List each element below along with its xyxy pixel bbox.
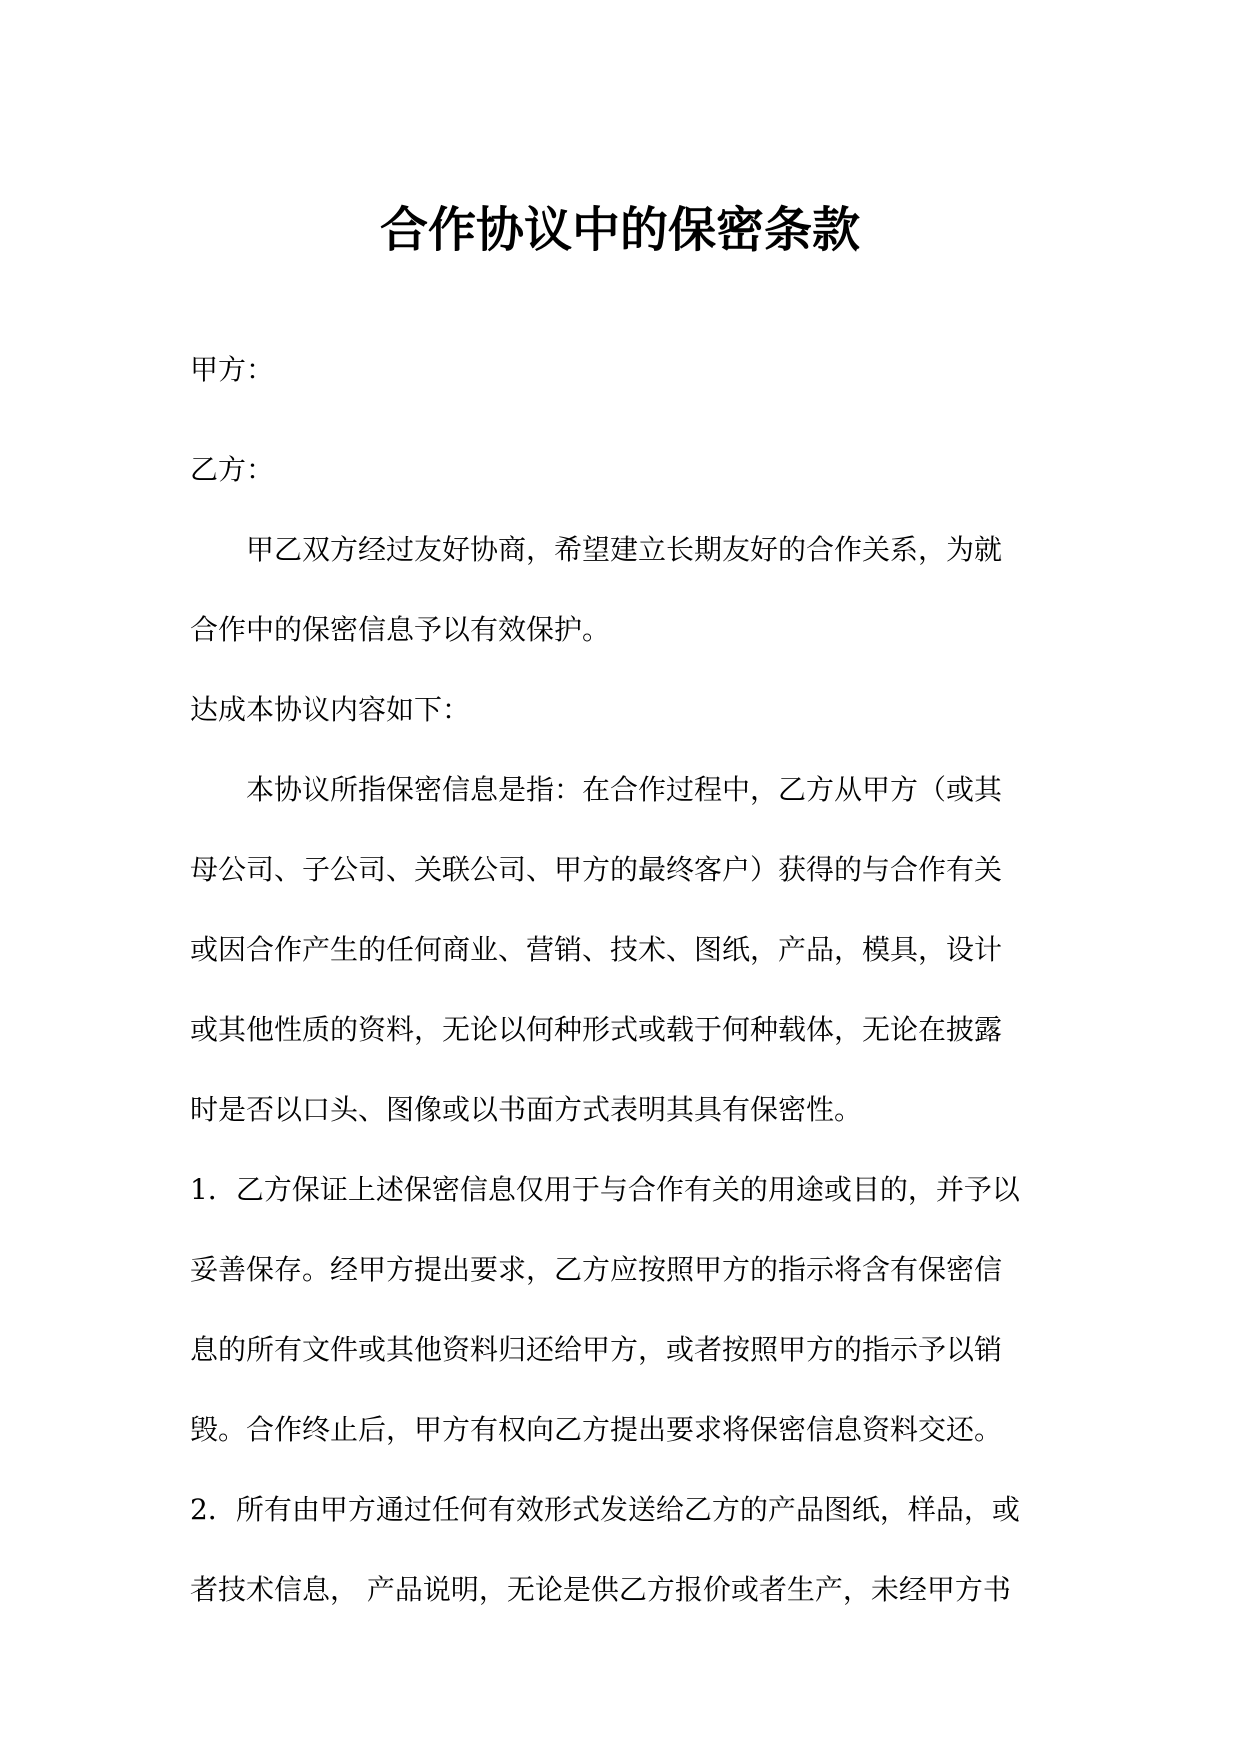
paragraph-line: 母公司、子公司、关联公司、甲方的最终客户）获得的与合作有关	[190, 853, 1003, 886]
paragraph-line: 达成本协议内容如下：	[190, 693, 471, 726]
clause-line: 妥善保存。经甲方提出要求，乙方应按照甲方的指示将含有保密信	[190, 1253, 1003, 1286]
paragraph-line: 合作中的保密信息予以有效保护。	[190, 613, 611, 646]
paragraph-line: 本协议所指保密信息是指：在合作过程中，乙方从甲方（或其	[246, 773, 1003, 806]
party-a-label: 甲方：	[190, 353, 275, 386]
clause-line: 息的所有文件或其他资料归还给甲方，或者按照甲方的指示予以销	[190, 1333, 1003, 1366]
party-b-label: 乙方：	[190, 453, 275, 486]
paragraph-line: 时是否以口头、图像或以书面方式表明其具有保密性。	[190, 1093, 863, 1126]
paragraph-line: 甲乙双方经过友好协商，希望建立长期友好的合作关系，为就	[246, 533, 1003, 566]
document-title: 合作协议中的保密条款	[379, 202, 860, 258]
clause-line: 1．乙方保证上述保密信息仅用于与合作有关的用途或目的，并予以	[190, 1173, 1020, 1206]
clause-line: 者技术信息， 产品说明，无论是供乙方报价或者生产，未经甲方书	[190, 1573, 1011, 1606]
paragraph-line: 或其他性质的资料，无论以何种形式或载于何种载体，无论在披露	[190, 1013, 1003, 1046]
paragraph-line: 或因合作产生的任何商业、营销、技术、图纸，产品，模具，设计	[190, 933, 1003, 966]
document-body	[190, 330, 1070, 1630]
clause-line: 毁。合作终止后，甲方有权向乙方提出要求将保密信息资料交还。	[190, 1413, 1003, 1446]
clause-line: 2．所有由甲方通过任何有效形式发送给乙方的产品图纸，样品，或	[190, 1493, 1020, 1526]
